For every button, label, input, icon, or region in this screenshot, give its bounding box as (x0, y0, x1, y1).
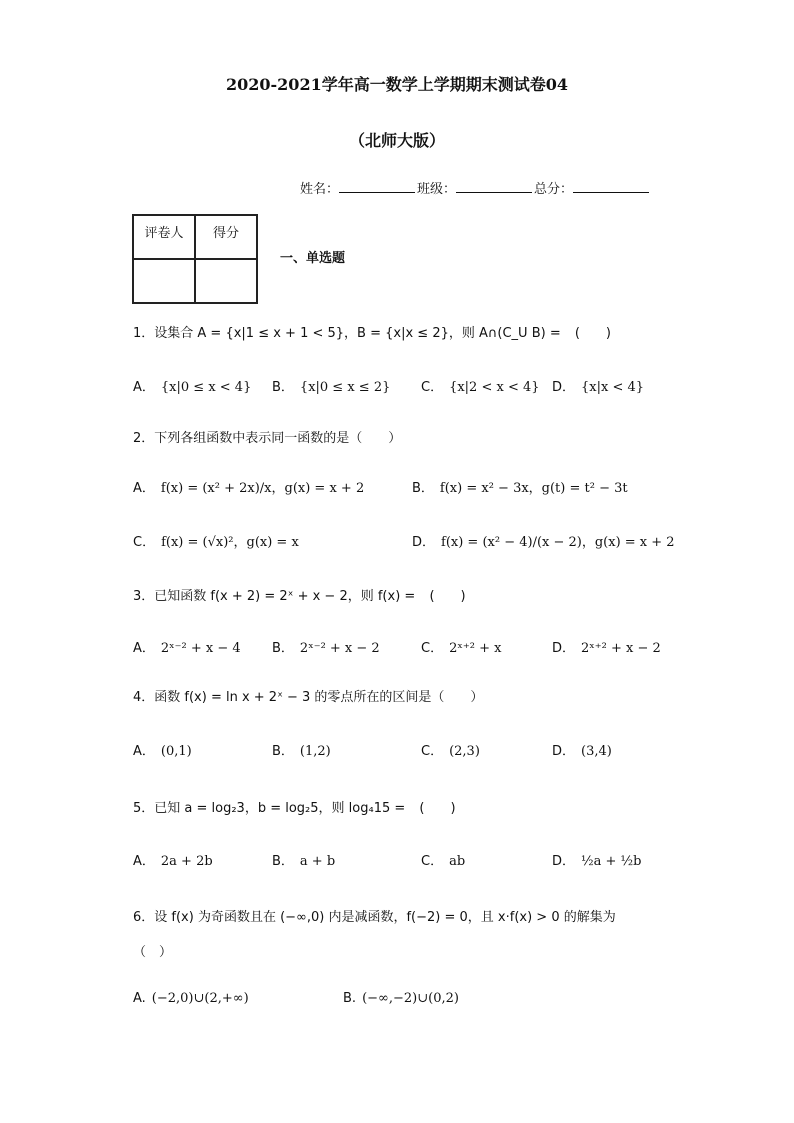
option-label: D． (552, 744, 576, 759)
name-label: 姓名： (300, 182, 340, 197)
option-text: {x|0 ≤ x ≤ 2} (299, 380, 391, 395)
option-label: A． (133, 744, 155, 759)
option-a[interactable] (133, 991, 249, 1006)
score-label: 总分： (534, 182, 574, 197)
question-6 (133, 906, 616, 925)
option-label: C． (133, 535, 156, 550)
question-stem: 3．已知函数 f(x + 2) = 2ˣ + x − 2，则 f(x) = (133, 589, 416, 604)
option-text: 2ˣ⁻² + x − 4 (160, 641, 241, 656)
option-c[interactable] (421, 637, 501, 656)
option-label: A． (133, 854, 155, 869)
class-label: 班级： (417, 182, 457, 197)
score-blank[interactable] (573, 180, 649, 193)
question-4 (133, 686, 483, 705)
option-text: f(x) = (√x)²，g(x) = x (161, 535, 299, 550)
option-a[interactable] (133, 477, 364, 496)
option-text: (2,3) (449, 744, 480, 759)
question-stem: 5．已知 a = log₂3，b = log₂5，则 log₄15 = (133, 801, 406, 816)
option-label: B． (272, 641, 294, 656)
option-label: B． (272, 380, 294, 395)
option-label: A． (133, 481, 155, 496)
option-c[interactable] (421, 850, 465, 869)
option-label: A. (133, 991, 146, 1006)
option-d[interactable] (552, 740, 612, 759)
option-text: 2a + 2b (160, 854, 213, 869)
option-a[interactable] (133, 376, 251, 395)
option-d[interactable] (552, 850, 641, 869)
option-text: 2ˣ⁺² + x (449, 641, 502, 656)
grader-header: 评卷人 (133, 215, 195, 259)
option-b[interactable] (272, 376, 390, 395)
option-label: B. (343, 991, 357, 1006)
answer-paren: （ ） (133, 945, 173, 960)
option-b[interactable] (272, 740, 331, 759)
option-a[interactable] (133, 637, 241, 656)
page-subtitle: （北师大版） (348, 131, 445, 150)
option-label: B． (272, 854, 294, 869)
answer-paren: ( ) (574, 326, 612, 341)
option-text: f(x) = (x² − 4)/(x − 2)，g(x) = x + 2 (441, 535, 675, 550)
student-info (300, 178, 651, 197)
option-text: ab (449, 854, 466, 869)
score-cell[interactable] (195, 259, 257, 303)
question-stem: 6．设 f(x) 为奇函数且在 (−∞,0) 内是减函数，f(−2) = 0，且 x·f(x) > 0 的解集为 (133, 910, 616, 925)
option-text: ½a + ½b (581, 854, 642, 869)
option-c[interactable] (421, 740, 480, 759)
class-blank[interactable] (456, 180, 532, 193)
option-b[interactable] (272, 637, 380, 656)
option-d[interactable] (552, 376, 644, 395)
option-text: 2ˣ⁺² + x − 2 (581, 641, 661, 656)
option-text: (−∞,−2)∪(0,2) (362, 991, 459, 1006)
option-label: C． (421, 744, 444, 759)
page-title: 2020-2021学年高一数学上学期期末测试卷04 (226, 75, 568, 94)
option-a[interactable] (133, 740, 192, 759)
option-text: {x|2 < x < 4} (449, 380, 540, 395)
option-label: B． (272, 744, 294, 759)
option-c[interactable] (133, 531, 299, 550)
question-3 (133, 585, 466, 604)
option-d[interactable] (412, 531, 675, 550)
option-d[interactable] (552, 637, 661, 656)
option-text: (−2,0)∪(2,+∞) (151, 991, 249, 1006)
option-a[interactable] (133, 850, 213, 869)
option-text: f(x) = x² − 3x，g(t) = t² − 3t (439, 481, 628, 496)
grader-table (132, 214, 258, 304)
grader-cell[interactable] (133, 259, 195, 303)
question-stem: 2．下列各组函数中表示同一函数的是（ ） (133, 431, 402, 446)
option-label: C． (421, 641, 444, 656)
option-label: D． (552, 380, 576, 395)
option-b[interactable] (343, 991, 459, 1006)
score-header: 得分 (195, 215, 257, 259)
option-label: C． (421, 380, 444, 395)
question-5 (133, 797, 456, 816)
option-label: D． (412, 535, 436, 550)
option-c[interactable] (421, 376, 540, 395)
option-text: (3,4) (581, 744, 612, 759)
question-1 (133, 322, 611, 341)
option-text: 2ˣ⁻² + x − 2 (299, 641, 380, 656)
option-label: A． (133, 380, 155, 395)
option-b[interactable] (272, 850, 335, 869)
option-text: {x|x < 4} (581, 380, 645, 395)
option-text: {x|0 ≤ x < 4} (160, 380, 252, 395)
option-text: a + b (299, 854, 336, 869)
section-heading: 一、单选题 (280, 251, 346, 266)
option-text: (0,1) (160, 744, 192, 759)
option-label: D． (552, 641, 576, 656)
answer-paren: ( ) (429, 589, 466, 604)
question-2 (133, 427, 401, 446)
question-stem: 4．函数 f(x) = ln x + 2ˣ − 3 的零点所在的区间是（ ） (133, 690, 484, 705)
name-blank[interactable] (339, 180, 415, 193)
question-stem: 1．设集合 A = {x|1 ≤ x + 1 < 5}，B = {x|x ≤ 2}，则 A∩(C_U B) = (133, 326, 561, 341)
option-b[interactable] (412, 477, 628, 496)
option-label: B． (412, 481, 434, 496)
option-label: D． (552, 854, 576, 869)
option-text: (1,2) (299, 744, 331, 759)
option-label: C． (421, 854, 444, 869)
option-label: A． (133, 641, 155, 656)
answer-paren: ( ) (419, 801, 456, 816)
option-text: f(x) = (x² + 2x)/x，g(x) = x + 2 (160, 481, 365, 496)
